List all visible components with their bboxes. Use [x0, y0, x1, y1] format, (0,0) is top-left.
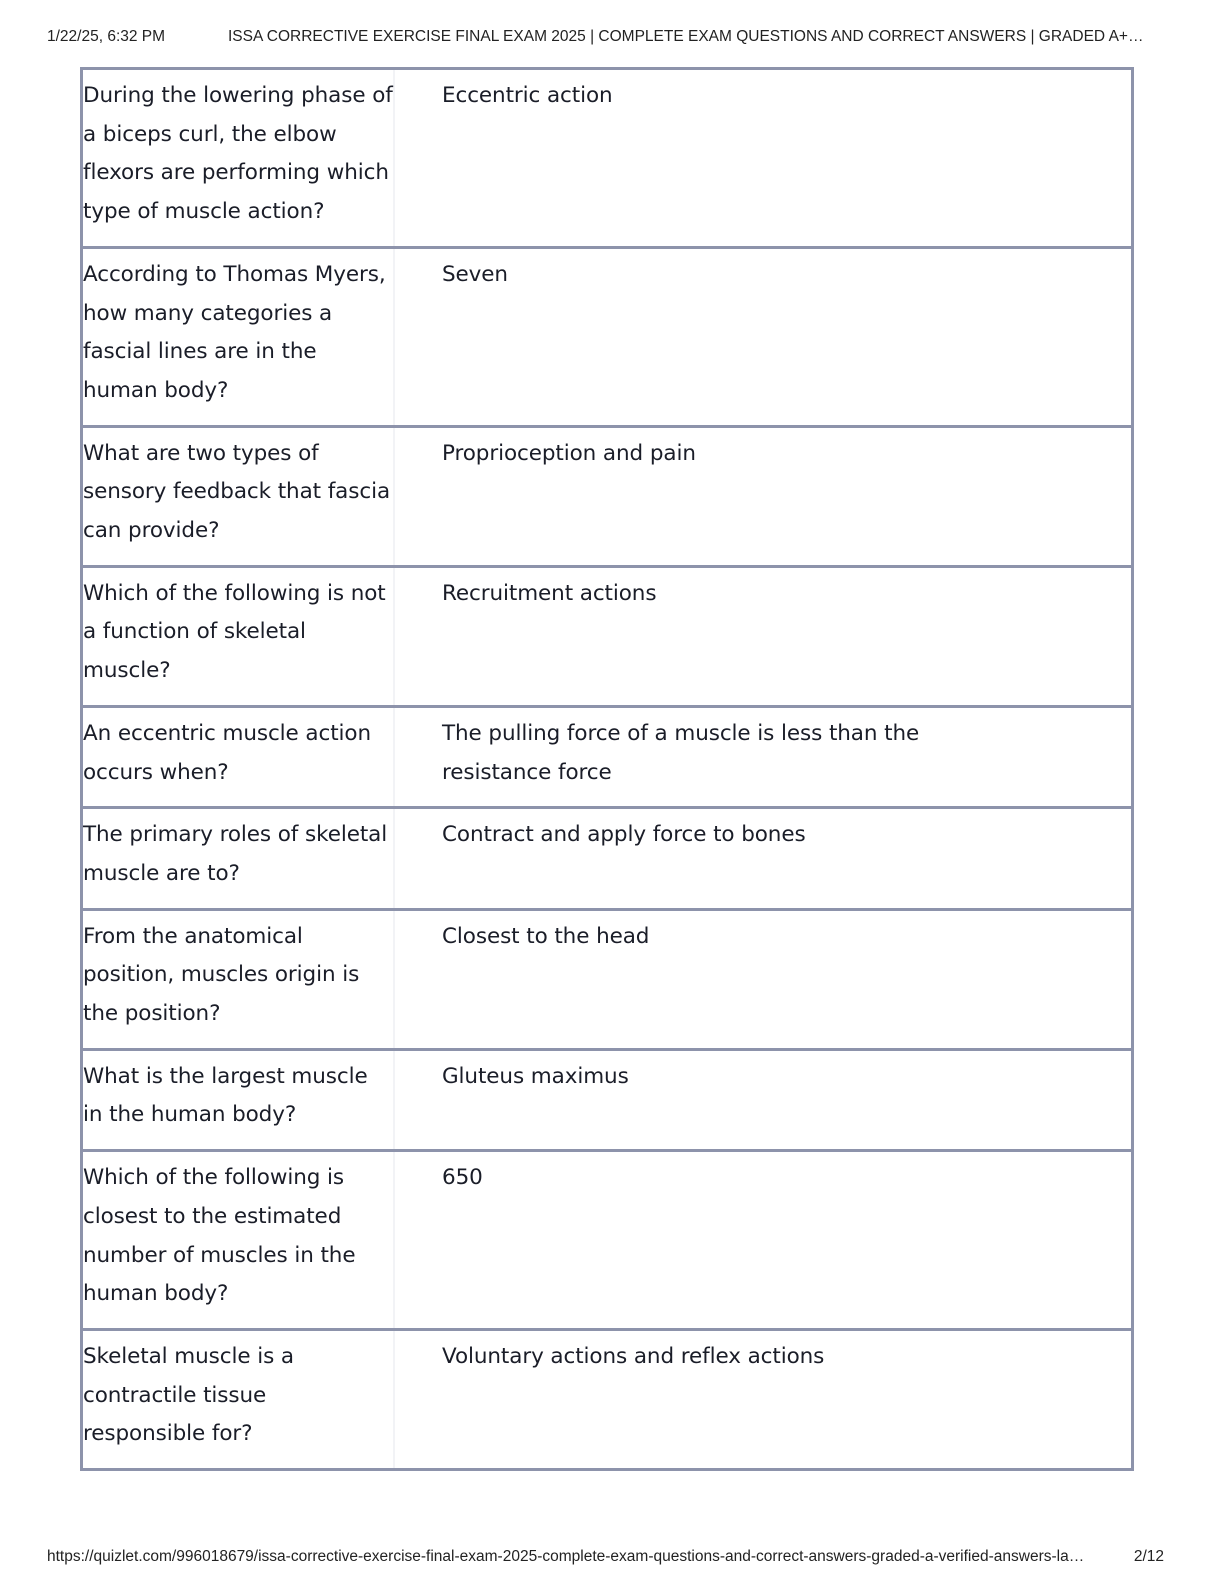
- print-datetime: 1/22/25, 6:32 PM: [47, 28, 166, 45]
- flashcard-row: [83, 809, 1131, 910]
- flashcard-definition: Eccentric action: [442, 83, 613, 108]
- flashcard-term: What is the largest muscle in the human body?: [83, 1051, 395, 1149]
- flashcard-definition: Closest to the head: [442, 923, 650, 949]
- flashcard-term: During the lowering phase of a biceps curl, the elbow flexors are performing which type of muscle action?: [83, 70, 395, 246]
- flashcard-term: What are two types of sensory feedback that fascia can provide?: [83, 428, 395, 565]
- flashcard-row: [83, 428, 1131, 568]
- flashcard-definition: Gluteus maximus: [442, 1063, 629, 1089]
- flashcard-definition: Seven: [442, 261, 508, 287]
- page-url: https://quizlet.com/996018679/issa-corrective-exercise-final-exam-2025-complete-exam-questions-and-correct-answers-graded-a-verified-answers-la…: [47, 1548, 1085, 1565]
- flashcard-definition: Voluntary actions and reflex actions: [442, 1343, 825, 1369]
- flashcard-term: From the anatomical position, muscles origin is the position?: [83, 911, 395, 1048]
- flashcard-term: An eccentric muscle action occurs when?: [83, 708, 395, 806]
- flashcard-term: The primary roles of skeletal muscle are to?: [83, 809, 395, 907]
- flashcard-row: [83, 708, 1131, 809]
- flashcard-definition: 650: [442, 1165, 483, 1191]
- flashcard-definition: Contract and apply force to bones: [442, 822, 806, 848]
- flashcard-row: [83, 1051, 1131, 1152]
- flashcard-row: [83, 1331, 1131, 1471]
- flashcard-term: Which of the following is closest to the estimated number of muscles in the human body?: [83, 1152, 395, 1328]
- flashcard-term: Skeletal muscle is a contractile tissue responsible for?: [83, 1331, 395, 1468]
- flashcard-row: [83, 568, 1131, 708]
- flashcard-row: [83, 249, 1131, 428]
- flashcard-definition: Recruitment actions: [442, 580, 657, 606]
- document-title: ISSA CORRECTIVE EXERCISE FINAL EXAM 2025 | COMPLETE EXAM QUESTIONS AND CORRECT ANSWERS | GRADED A+…: [228, 28, 1144, 45]
- flashcard-row: [83, 1152, 1131, 1331]
- flashcard-definition: Proprioception and pain: [442, 440, 696, 466]
- flashcard-row: [83, 911, 1131, 1051]
- print-header: [47, 28, 1177, 50]
- flashcard-row: [83, 70, 1131, 249]
- flashcard-term: Which of the following is not a function of skeletal muscle?: [83, 568, 395, 705]
- flashcard-table: [80, 67, 1134, 1471]
- print-footer: [47, 1548, 1164, 1570]
- page-number: 2/12: [1133, 1548, 1164, 1565]
- flashcard-definition: The pulling force of a muscle is less than the resistance force: [442, 720, 920, 785]
- flashcard-term: According to Thomas Myers, how many categories a fascial lines are in the human body?: [83, 249, 395, 425]
